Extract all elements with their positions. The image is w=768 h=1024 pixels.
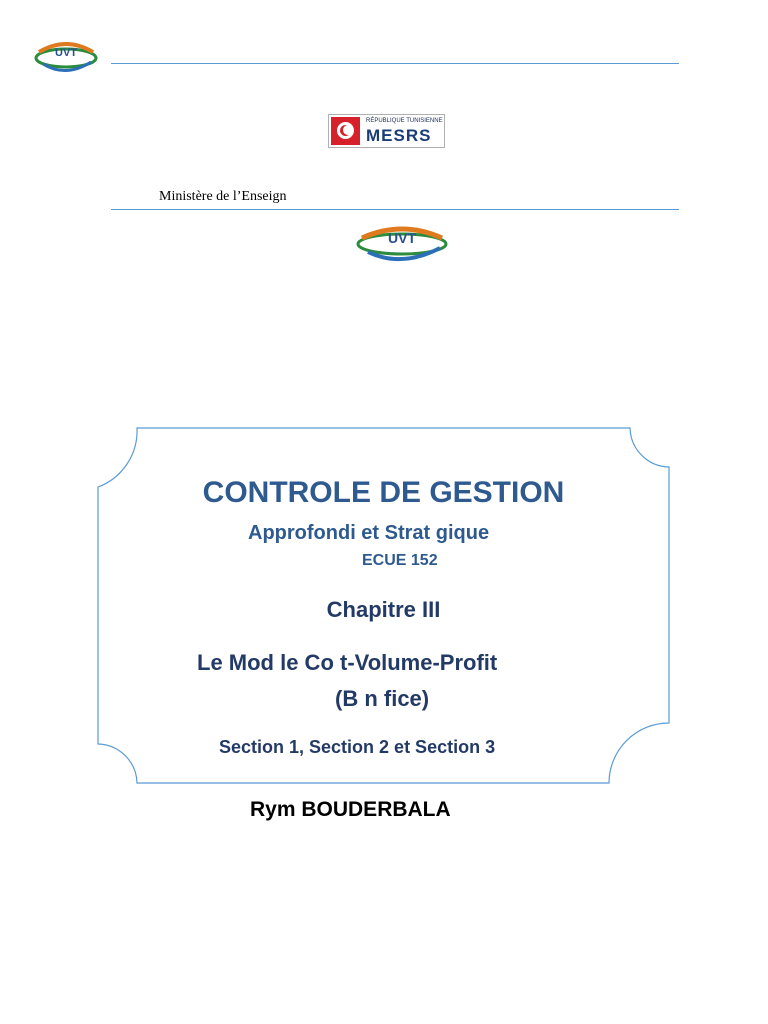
cover-title: CONTROLE DE GESTION — [202, 476, 565, 509]
chapter-label: Chapitre III — [326, 597, 441, 622]
uvt-logo-top-text: UVT — [55, 47, 77, 59]
tunisia-flag-icon — [331, 117, 360, 145]
header-rule-top — [111, 63, 679, 64]
sections-text: Section 1, Section 2 et Section 3 — [219, 737, 496, 757]
uvt-logo-center — [354, 218, 450, 268]
header-rule-bottom — [111, 209, 679, 210]
course-code: ECUE 152 — [362, 552, 438, 569]
author-name: Rym BOUDERBALA — [250, 798, 451, 821]
chapter-title-line1: Le Mod le Co t-Volume-Profit — [197, 650, 498, 675]
uvt-logo-center-text: UVT — [388, 230, 416, 246]
mesrs-logo — [328, 114, 445, 148]
mesrs-name-text: MESRS — [366, 126, 432, 145]
chapter-title-line2: (B n fice) — [335, 686, 430, 711]
uvt-logo-top — [33, 34, 99, 80]
cover-subtitle: Approfondi et Strat gique — [248, 522, 490, 544]
mesrs-republic-text: RÉPUBLIQUE TUNISIENNE — [366, 118, 443, 124]
ministry-text: Ministère de l’Enseign — [159, 189, 287, 204]
